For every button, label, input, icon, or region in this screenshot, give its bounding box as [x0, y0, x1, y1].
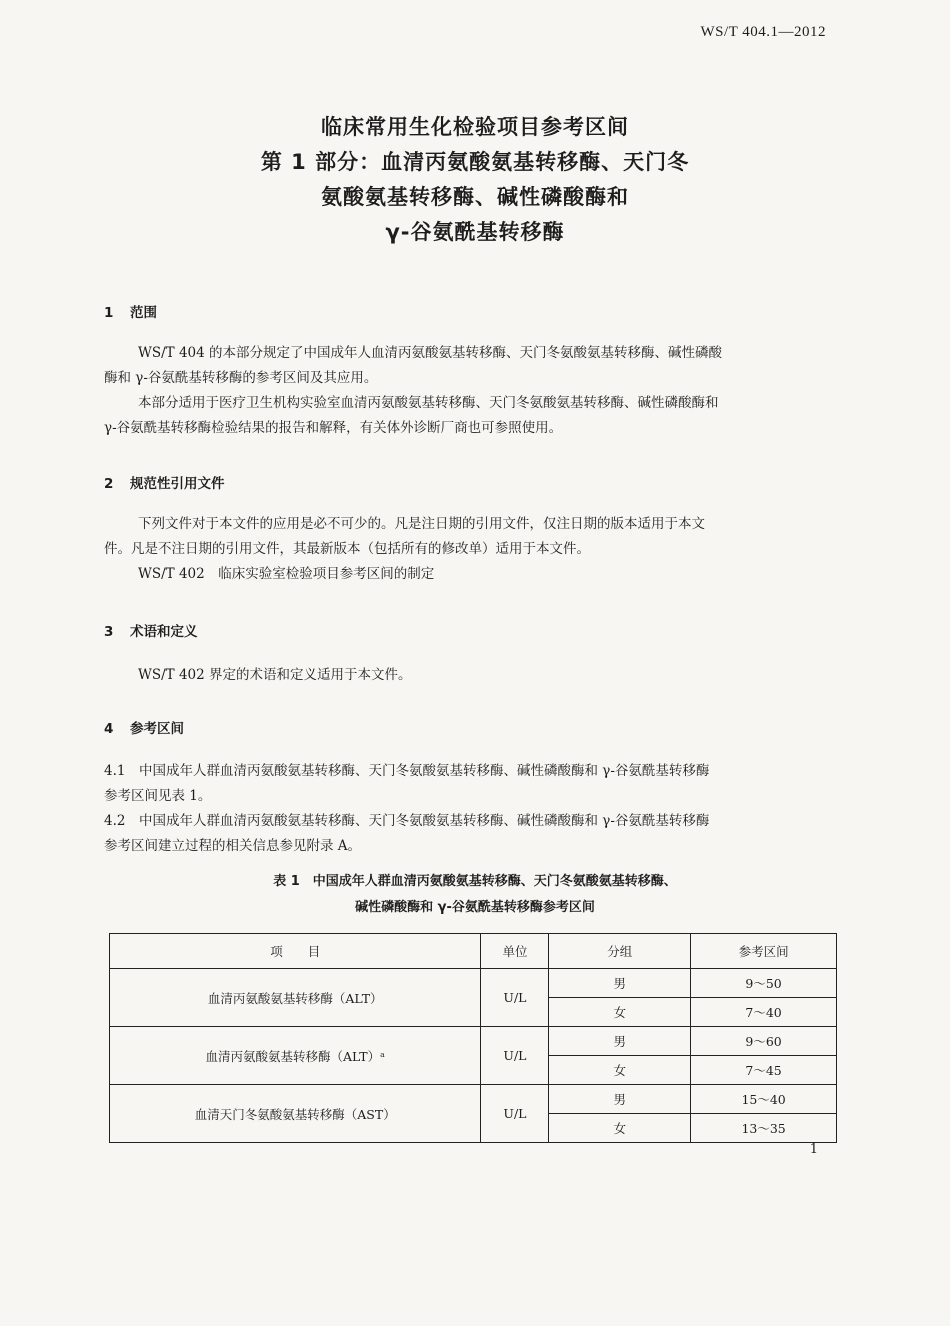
group-cell: 女	[549, 1056, 691, 1085]
group-cell: 男	[549, 1085, 691, 1114]
range-cell: 9～60	[691, 1027, 837, 1056]
paragraph-line: 下列文件对于本文件的应用是必不可少的。凡是注日期的引用文件，仅注日期的版本适用于本文	[138, 516, 705, 532]
item-cell: 血清丙氨酸氨基转移酶（ALT）ᵃ	[110, 1027, 481, 1085]
header-group: 分组	[549, 934, 691, 969]
section-number: 2	[104, 476, 114, 492]
unit-cell: U/L	[481, 1027, 549, 1085]
paragraph-line: 本部分适用于医疗卫生机构实验室血清丙氨酸氨基转移酶、天门冬氨酸氨基转移酶、碱性磷酸酶和	[138, 395, 719, 411]
paragraph-line: WS/T 402 界定的术语和定义适用于本文件。	[138, 667, 412, 683]
section-title: 参考区间	[130, 721, 184, 737]
header-unit: 单位	[481, 934, 549, 969]
section-body-reference-intervals	[104, 759, 834, 859]
reference-interval-table	[109, 933, 837, 1143]
table-row	[110, 1085, 837, 1114]
group-cell: 女	[549, 998, 691, 1027]
clause-4-2: 4.2 中国成年人群血清丙氨酸氨基转移酶、天门冬氨酸氨基转移酶、碱性磷酸酶和 γ-谷氨酰基转移酶	[104, 813, 710, 829]
range-cell: 7～40	[691, 998, 837, 1027]
page-number: 1	[809, 1142, 818, 1157]
table-header-row	[110, 934, 837, 969]
document-title	[0, 110, 950, 250]
item-cell: 血清丙氨酸氨基转移酶（ALT）	[110, 969, 481, 1027]
paragraph-line: 参考区间建立过程的相关信息参见附录 A。	[104, 838, 362, 854]
paragraph-line: γ-谷氨酰基转移酶检验结果的报告和解释，有关体外诊断厂商也可参照使用。	[104, 420, 563, 436]
section-heading-reference-intervals	[104, 717, 184, 737]
section-body-scope	[104, 341, 834, 441]
section-heading-scope	[104, 301, 157, 321]
group-cell: 男	[549, 969, 691, 998]
standard-code: WS/T 404.1—2012	[700, 24, 826, 40]
table-caption	[0, 869, 950, 921]
reference-line: WS/T 402 临床实验室检验项目参考区间的制定	[138, 566, 435, 582]
group-cell: 男	[549, 1027, 691, 1056]
item-cell: 血清天门冬氨酸氨基转移酶（AST）	[110, 1085, 481, 1143]
section-title: 规范性引用文件	[130, 476, 225, 492]
title-line: 氨酸氨基转移酶、碱性磷酸酶和	[321, 185, 629, 209]
table-row	[110, 1027, 837, 1056]
header-range: 参考区间	[691, 934, 837, 969]
header-item: 项 目	[110, 934, 481, 969]
paragraph-line: WS/T 404 的本部分规定了中国成年人血清丙氨酸氨基转移酶、天门冬氨酸氨基转移酶、碱性磷酸	[138, 345, 723, 361]
table-row	[110, 969, 837, 998]
range-cell: 9～50	[691, 969, 837, 998]
section-heading-terms	[104, 620, 198, 640]
table-caption-line: 表 1 中国成年人群血清丙氨酸氨基转移酶、天门冬氨酸氨基转移酶、	[273, 874, 677, 889]
section-number: 3	[104, 624, 114, 640]
section-body-terms	[104, 663, 834, 688]
paragraph-line: 参考区间见表 1。	[104, 788, 212, 804]
section-number: 4	[104, 721, 114, 737]
table-caption-line: 碱性磷酸酶和 γ-谷氨酰基转移酶参考区间	[355, 900, 595, 915]
section-number: 1	[104, 305, 114, 321]
title-line: 临床常用生化检验项目参考区间	[321, 115, 629, 139]
title-line: γ-谷氨酰基转移酶	[385, 220, 565, 244]
section-title: 术语和定义	[130, 624, 198, 640]
range-cell: 15～40	[691, 1085, 837, 1114]
title-line: 第 1 部分：血清丙氨酸氨基转移酶、天门冬	[260, 150, 690, 174]
group-cell: 女	[549, 1114, 691, 1143]
section-title: 范围	[130, 305, 157, 321]
paragraph-line: 酶和 γ-谷氨酰基转移酶的参考区间及其应用。	[104, 370, 378, 386]
section-heading-normative-references	[104, 472, 225, 492]
clause-4-1: 4.1 中国成年人群血清丙氨酸氨基转移酶、天门冬氨酸氨基转移酶、碱性磷酸酶和 γ-谷氨酰基转移酶	[104, 763, 710, 779]
section-body-normative-references	[104, 512, 834, 587]
range-cell: 7～45	[691, 1056, 837, 1085]
unit-cell: U/L	[481, 969, 549, 1027]
paragraph-line: 件。凡是不注日期的引用文件，其最新版本（包括所有的修改单）适用于本文件。	[104, 541, 590, 557]
unit-cell: U/L	[481, 1085, 549, 1143]
range-cell: 13～35	[691, 1114, 837, 1143]
